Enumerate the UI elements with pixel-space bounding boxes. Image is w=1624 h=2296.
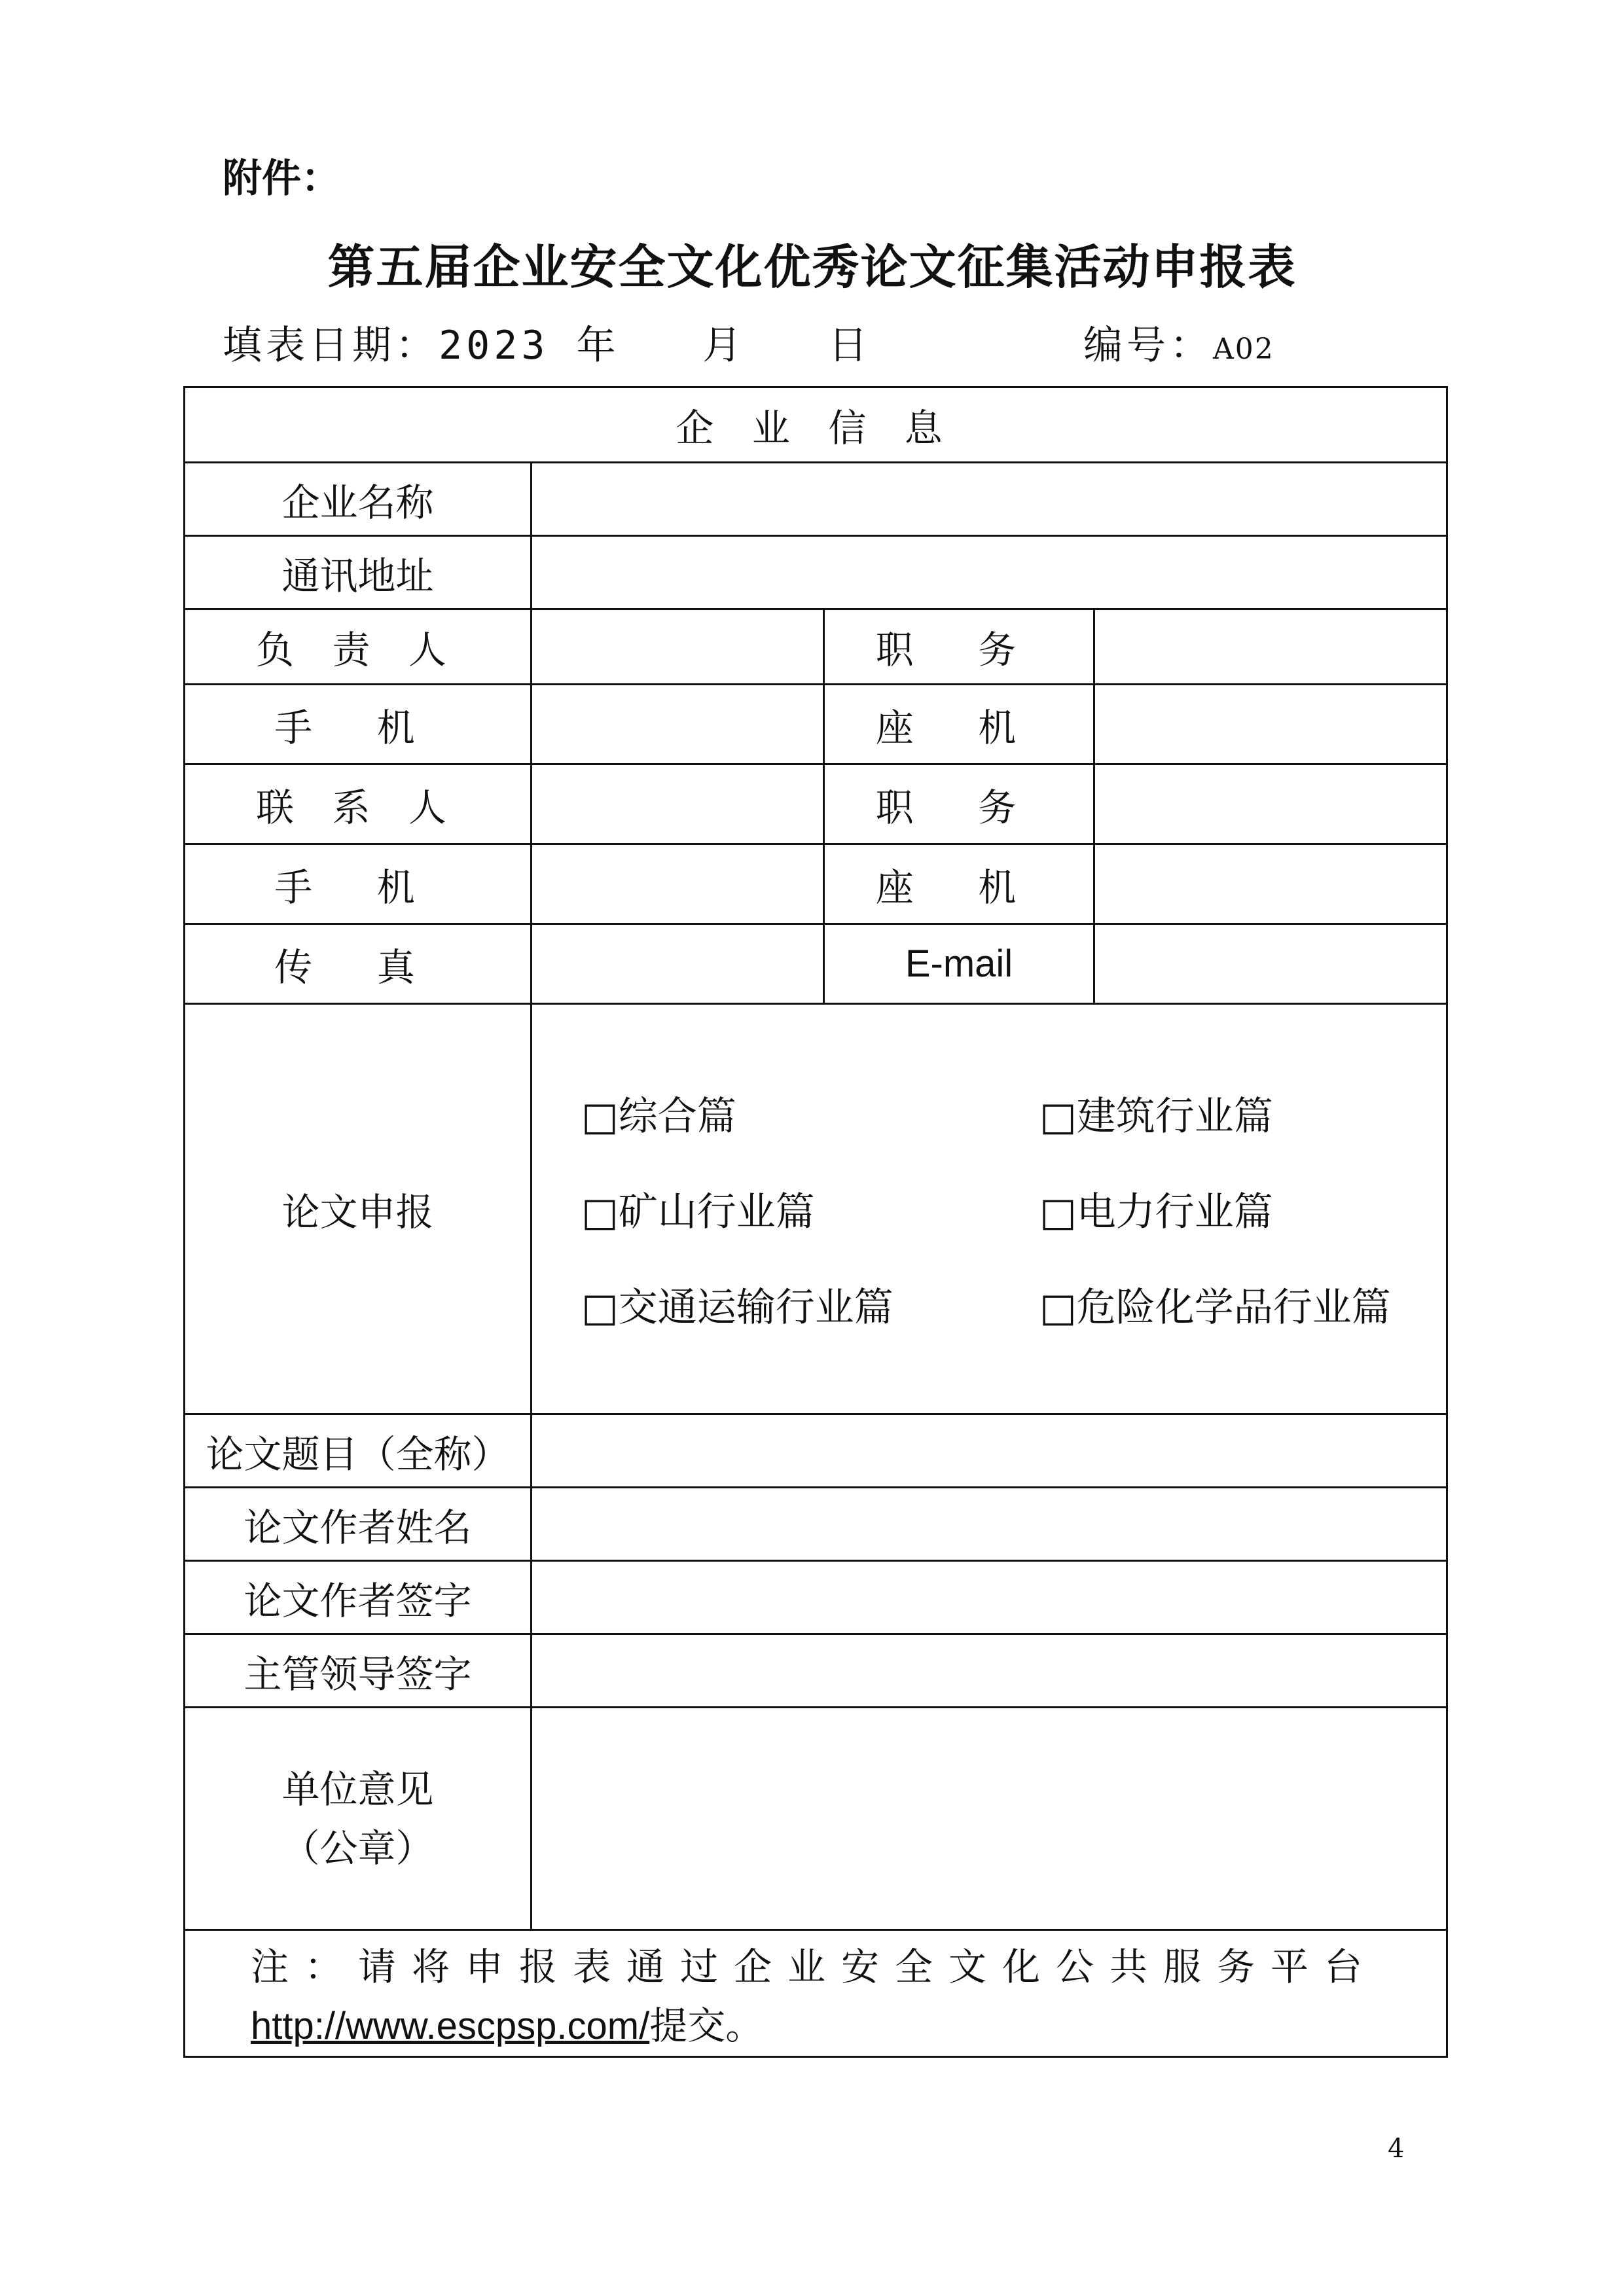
category-option-general[interactable]: □综合篇 — [581, 1094, 736, 1139]
note-suffix: 提交。 — [649, 2003, 764, 2048]
section-header-company-info: 企 业 信 息 — [185, 387, 1447, 463]
field-author-signature[interactable] — [532, 1561, 1447, 1634]
field-address[interactable] — [532, 536, 1447, 609]
label-fax: 传 真 — [185, 924, 532, 1004]
form-title: 第五届企业安全文化优秀论文征集活动申报表 — [327, 240, 1297, 295]
field-contact-person[interactable] — [532, 764, 824, 844]
form-number — [1083, 314, 1274, 370]
label-address: 通讯地址 — [185, 536, 532, 609]
field-paper-title[interactable] — [532, 1414, 1447, 1488]
submission-note — [185, 1930, 1447, 2057]
label-mobile-2: 手 机 — [185, 844, 532, 924]
fill-date-month-unit: 月 — [702, 323, 746, 368]
field-mobile-1[interactable] — [532, 685, 824, 764]
field-person-in-charge[interactable] — [532, 609, 824, 685]
label-position-1: 职 务 — [824, 609, 1094, 685]
fill-date-year: 2023 — [439, 323, 549, 368]
category-option-mining[interactable]: □矿山行业篇 — [581, 1189, 815, 1235]
category-option-construction[interactable]: □建筑行业篇 — [1039, 1094, 1273, 1139]
field-landline-2[interactable] — [1094, 844, 1447, 924]
form-number-label: 编号： — [1083, 323, 1213, 368]
label-leader-signature: 主管领导签字 — [185, 1634, 532, 1708]
attachment-label: 附件： — [223, 156, 340, 202]
label-author-signature: 论文作者签字 — [185, 1561, 532, 1634]
label-position-2: 职 务 — [824, 764, 1094, 844]
unit-opinion-text: 单位意见 — [281, 1767, 434, 1812]
label-landline-1: 座 机 — [824, 685, 1094, 764]
fill-date-label: 填表日期： — [223, 323, 439, 368]
form-number-value: A02 — [1213, 332, 1274, 366]
note-text: 注：请将申报表通过企业安全文化公共服务平台 — [251, 1945, 1379, 1989]
fill-date-day-unit: 日 — [828, 323, 872, 368]
label-mobile-1: 手 机 — [185, 685, 532, 764]
label-paper-submission: 论文申报 — [185, 1004, 532, 1414]
field-author-name[interactable] — [532, 1488, 1447, 1561]
field-fax[interactable] — [532, 924, 824, 1004]
official-seal-text: （公章） — [281, 1825, 434, 1871]
page-number: 4 — [1388, 2134, 1405, 2164]
label-person-in-charge: 负 责 人 — [185, 609, 532, 685]
field-leader-signature[interactable] — [532, 1634, 1447, 1708]
field-company-name[interactable] — [532, 463, 1447, 536]
field-mobile-2[interactable] — [532, 844, 824, 924]
application-form-table — [183, 386, 1448, 2058]
fill-date-year-unit: 年 — [576, 323, 620, 368]
category-option-electric-power[interactable]: □电力行业篇 — [1039, 1189, 1273, 1235]
field-email[interactable] — [1094, 924, 1447, 1004]
category-option-hazardous-chemicals[interactable]: □危险化学品行业篇 — [1039, 1285, 1391, 1331]
field-position-2[interactable] — [1094, 764, 1447, 844]
paper-category-options — [532, 1004, 1447, 1414]
label-landline-2: 座 机 — [824, 844, 1094, 924]
platform-link[interactable]: http://www.escpsp.com/ — [251, 2005, 650, 2047]
label-company-name: 企业名称 — [185, 463, 532, 536]
label-author-name: 论文作者姓名 — [185, 1488, 532, 1561]
label-email: E-mail — [824, 924, 1094, 1004]
field-unit-opinion[interactable] — [532, 1708, 1447, 1930]
category-option-transportation[interactable]: □交通运输行业篇 — [581, 1285, 893, 1331]
field-position-1[interactable] — [1094, 609, 1447, 685]
fill-date — [223, 314, 871, 370]
label-unit-opinion — [185, 1708, 532, 1930]
field-landline-1[interactable] — [1094, 685, 1447, 764]
label-paper-title: 论文题目（全称） — [185, 1414, 532, 1488]
label-contact-person: 联 系 人 — [185, 764, 532, 844]
